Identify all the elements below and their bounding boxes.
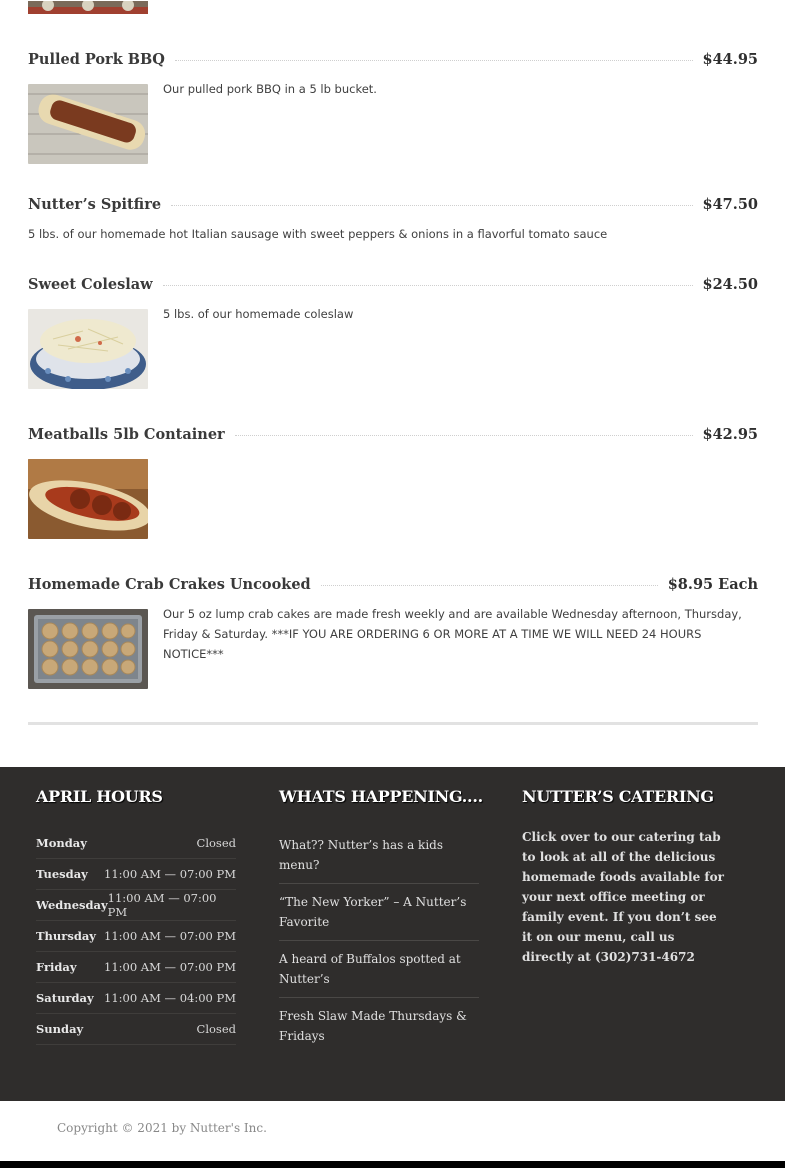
menu-item: [28, 574, 758, 594]
dotted-leader: [235, 435, 693, 436]
hours-day: Friday: [36, 959, 77, 974]
menu-item-price: $8.95 Each: [658, 576, 758, 593]
menu-item: [28, 49, 758, 69]
news-separator: [279, 883, 479, 884]
hours-row-thursday: [36, 920, 236, 952]
copyright-text: Copyright © 2021 by Nutter's Inc.: [57, 1121, 267, 1135]
hours-time: 11:00 AM — 07:00 PM: [104, 928, 236, 943]
coleslaw-photo: [28, 309, 148, 389]
bottom-edge-bar: [0, 1161, 785, 1168]
menu-item-description: 5 lbs. of our homemade hot Italian sausage with sweet peppers & onions in a flavorful tomato sauce: [28, 227, 608, 241]
menu-item-price: $24.50: [693, 276, 759, 293]
content-divider: [28, 722, 758, 725]
hours-day: Saturday: [36, 990, 94, 1005]
hours-time: Closed: [196, 1021, 236, 1036]
hours-time: 11:00 AM — 07:00 PM: [104, 866, 236, 881]
hours-time: 11:00 AM — 07:00 PM: [104, 959, 236, 974]
hours-row-tuesday: [36, 858, 236, 890]
pulled-pork-photo: [28, 84, 148, 164]
catering-title: NUTTER’S CATERING: [522, 787, 714, 806]
hours-row-friday: [36, 951, 236, 983]
hours-time: 11:00 AM — 04:00 PM: [104, 990, 236, 1005]
meatballs-photo: [28, 459, 148, 539]
news-link-buffalos[interactable]: A heard of Buffalos spotted at Nutter’s: [279, 952, 461, 986]
menu-item-name: Homemade Crab Crakes Uncooked: [28, 576, 321, 593]
hours-row-saturday: [36, 982, 236, 1014]
menu-item-description: Our 5 oz lump crab cakes are made fresh weekly and are available Wednesday afternoon, Thursday, Friday & Saturday. ***IF YOU ARE ORDERING 6 OR MORE AT A TIME WE WILL NEED 24 HOURS NOTICE***: [163, 607, 742, 661]
menu-item-price: $44.95: [693, 51, 759, 68]
menu-item-price: $42.95: [693, 426, 759, 443]
catering-text: Click over to our catering tab to look at all of the delicious homemade foods available for your next office meeting or family event. If you don’t see it on our menu, call us directly at (302)731-4672: [522, 830, 724, 964]
hours-title: APRIL HOURS: [36, 787, 163, 806]
hours-day: Tuesday: [36, 866, 88, 881]
news-link-fresh-slaw[interactable]: Fresh Slaw Made Thursdays & Fridays: [279, 1009, 467, 1043]
hours-row-sunday: [36, 1013, 236, 1045]
hours-row-monday: [36, 827, 236, 859]
news-link-kids-menu[interactable]: What?? Nutter’s has a kids menu?: [279, 838, 443, 872]
dotted-leader: [175, 60, 693, 61]
hours-day: Wednesday: [36, 897, 108, 912]
menu-item-description: 5 lbs. of our homemade coleslaw: [163, 307, 354, 321]
menu-item-description: Our pulled pork BBQ in a 5 lb bucket.: [163, 82, 377, 96]
news-separator: [279, 940, 479, 941]
news-separator: [279, 997, 479, 998]
hours-row-wednesday: [36, 889, 236, 921]
menu-item-name: Pulled Pork BBQ: [28, 51, 175, 68]
dotted-leader: [171, 205, 692, 206]
previous-item-photo: [28, 0, 148, 14]
dotted-leader: [321, 585, 658, 586]
dotted-leader: [163, 285, 693, 286]
news-link-new-yorker[interactable]: “The New Yorker” – A Nutter’s Favorite: [279, 895, 467, 929]
hours-day: Thursday: [36, 928, 96, 943]
news-title: WHATS HAPPENING....: [279, 787, 483, 806]
menu-item: [28, 194, 758, 214]
hours-time: 11:00 AM — 07:00 PM: [107, 890, 217, 919]
menu-item-name: Nutter’s Spitfire: [28, 196, 171, 213]
hours-time: Closed: [196, 835, 236, 850]
hours-day: Sunday: [36, 1021, 84, 1036]
menu-item-name: Sweet Coleslaw: [28, 276, 163, 293]
menu-item-name: Meatballs 5lb Container: [28, 426, 235, 443]
menu-item: [28, 424, 758, 444]
menu-item: [28, 274, 758, 294]
crab-cakes-photo: [28, 609, 148, 689]
hours-day: Monday: [36, 835, 87, 850]
menu-item-price: $47.50: [693, 196, 759, 213]
